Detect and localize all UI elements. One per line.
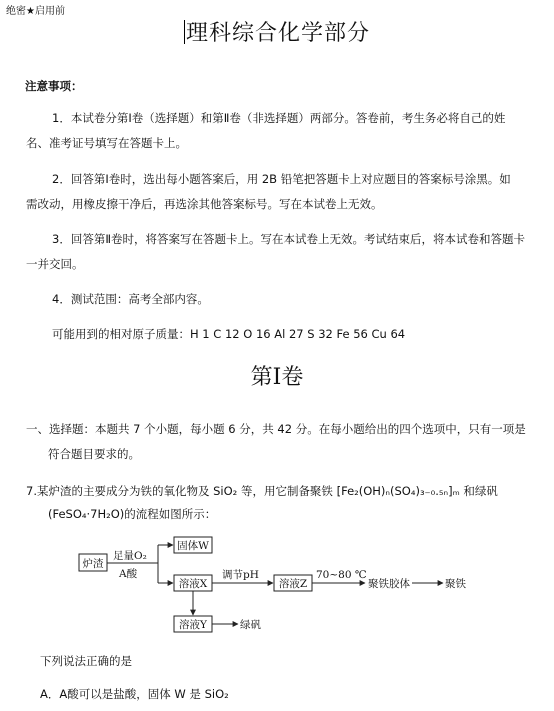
slag-label: 炉渣 bbox=[82, 558, 104, 570]
reagent-acid-label: A酸 bbox=[119, 568, 138, 580]
notice-item-2-line-2: 需改动，用橡皮擦干净后，再选涂其他答案标号。写在本试卷上无效。 bbox=[26, 197, 383, 211]
section-instruction-line-1: 一、选择题：本题共 7 个小题，每小题 6 分，共 42 分。在每小题给出的四个选项中，只有一项是 bbox=[26, 422, 526, 436]
process-flow-diagram bbox=[78, 535, 478, 635]
section-instruction-line-2: 符合题目要求的。 bbox=[48, 447, 140, 461]
colloid-label: 聚铁胶体 bbox=[368, 578, 410, 590]
adjust-ph-label: 调节pH bbox=[222, 569, 259, 581]
notice-item-4: 4．测试范围：高考全部内容。 bbox=[52, 292, 209, 306]
option-a: A．A酸可以是盐酸，固体 W 是 SiO₂ bbox=[40, 687, 229, 701]
atomic-mass-line: 可能用到的相对原子质量：H 1 C 12 O 16 Al 27 S 32 Fe 56 Cu 64 bbox=[52, 327, 406, 341]
solution-x-label: 溶液X bbox=[178, 578, 208, 590]
solution-y-label: 溶液Y bbox=[179, 619, 207, 631]
temperature-label: 70~80 ℃ bbox=[316, 569, 367, 581]
volume-title: 第Ⅰ卷 bbox=[250, 365, 304, 390]
page-title-text: 理科综合化学部分 bbox=[185, 21, 370, 46]
question-7-line-2: (FeSO₄·7H₂O)的流程如图所示： bbox=[48, 507, 217, 521]
text-cursor bbox=[184, 20, 185, 44]
reagent-oxygen-label: 足量O₂ bbox=[113, 550, 147, 562]
solution-z-label: 溶液Z bbox=[278, 578, 308, 590]
page-title bbox=[0, 16, 554, 47]
question-7-stem: 下列说法正确的是 bbox=[40, 654, 132, 668]
confidential-label: 绝密★启用前 bbox=[6, 6, 65, 17]
green-vitriol-label: 绿矾 bbox=[240, 619, 261, 631]
question-7-line-1: 7.某炉渣的主要成分为铁的氧化物及 SiO₂ 等，用它制备聚铁 [Fe₂(OH)ₙ(SO₄)₃₋₀.₅ₙ]ₘ 和绿矾 bbox=[26, 484, 498, 498]
notice-item-1-line-2: 名、准考证号填写在答题卡上。 bbox=[26, 136, 187, 150]
notice-item-3-line-2: 一并交回。 bbox=[26, 257, 84, 271]
solid-w-label: 固体W bbox=[177, 540, 209, 552]
notice-item-1-line-1: 1．本试卷分第Ⅰ卷（选择题）和第Ⅱ卷（非选择题）两部分。答卷前，考生务必将自己的姓 bbox=[52, 111, 506, 125]
product-label: 聚铁 bbox=[445, 578, 466, 590]
notice-heading: 注意事项： bbox=[25, 79, 83, 93]
notice-item-3-line-1: 3．回答第Ⅱ卷时，将答案写在答题卡上。写在本试卷上无效。考试结束后，将本试卷和答题卡 bbox=[52, 232, 525, 246]
notice-item-2-line-1: 2．回答第Ⅰ卷时，选出每小题答案后，用 2B 铅笔把答题卡上对应题目的答案标号涂黑。如 bbox=[52, 172, 511, 186]
